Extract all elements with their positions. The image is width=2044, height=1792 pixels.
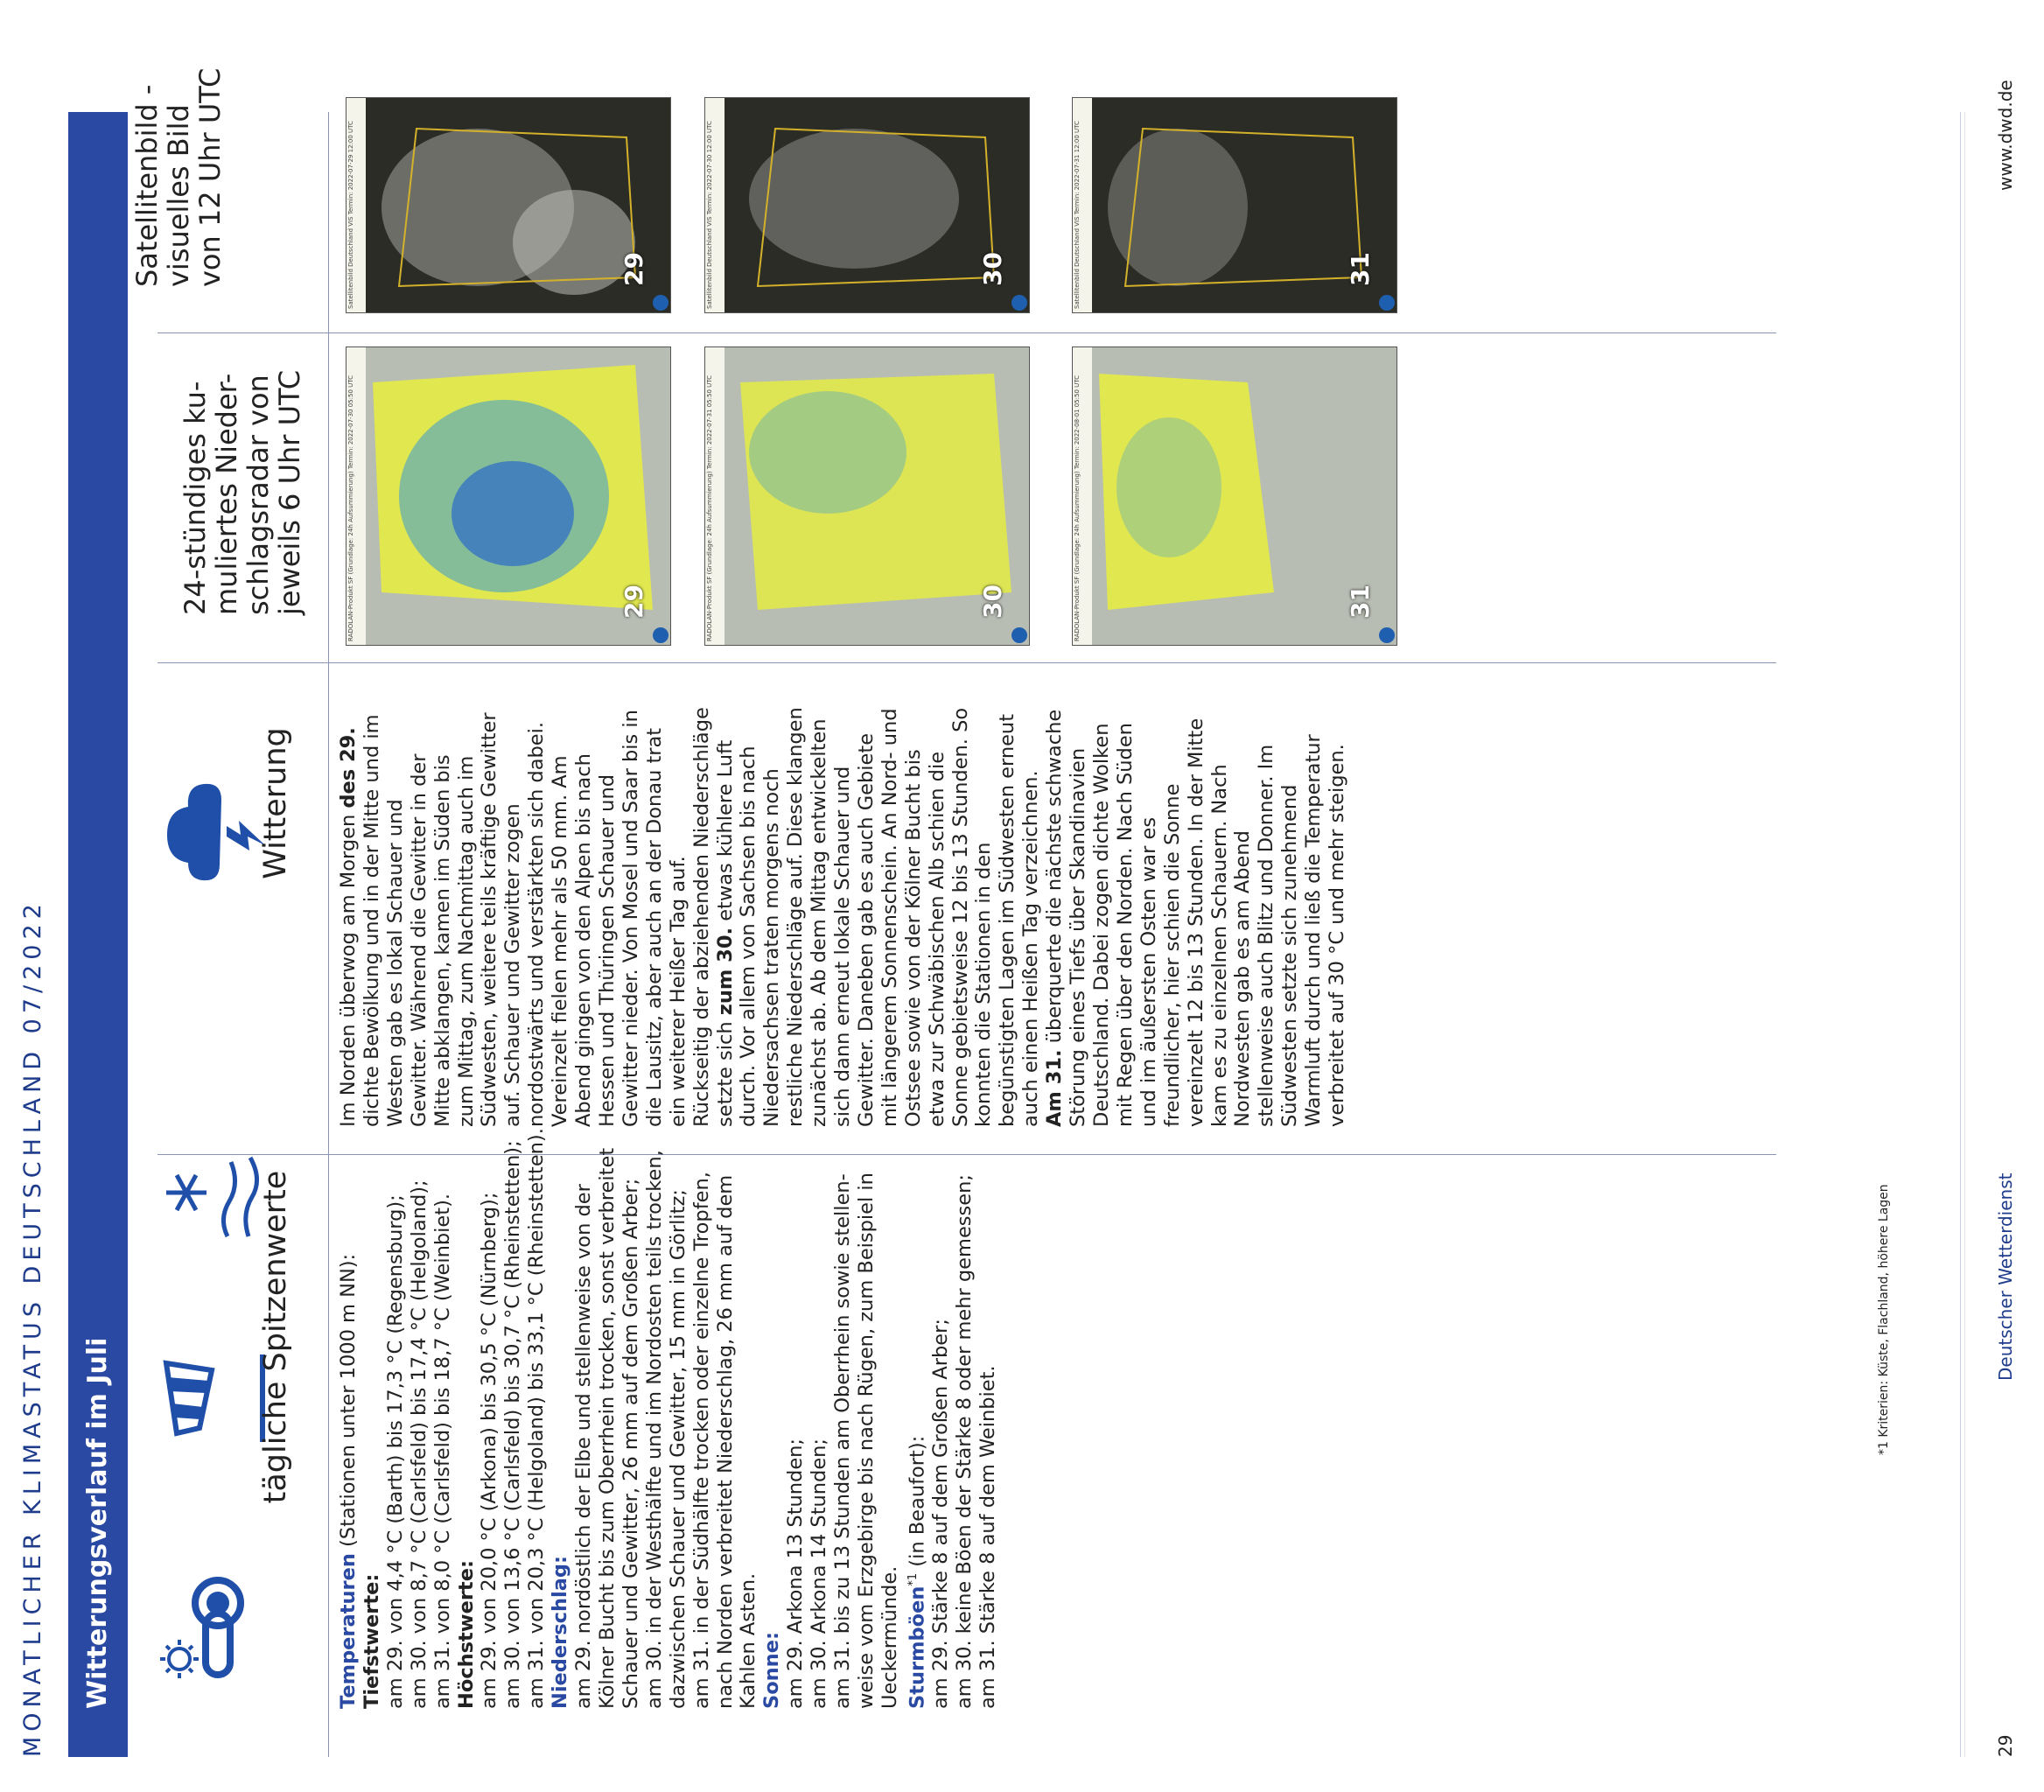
precip-line: Kahlen Asten. bbox=[737, 1572, 760, 1709]
divider-horizontal bbox=[328, 112, 329, 1757]
precip-line: am 29. nordöstlich der Elbe und stellenweise von der bbox=[572, 1184, 596, 1709]
map-day-label: 30 bbox=[978, 584, 1007, 619]
divider-vertical-3 bbox=[158, 332, 1776, 333]
footer-website[interactable]: www.dwd.de bbox=[1995, 80, 2016, 191]
gust-note: (in Beaufort): bbox=[906, 1435, 929, 1573]
satellite-caption: Satellitenbild - visuelles Bild von 12 Uhr UTC bbox=[130, 67, 227, 287]
temperatures-label: Temperaturen bbox=[337, 1553, 360, 1709]
temperatures-note: (Stationen unter 1000 m NN): bbox=[337, 1253, 360, 1554]
radar-map-31 bbox=[1072, 346, 1397, 646]
weather-paragraph bbox=[1043, 707, 1349, 1127]
satellite-legend: Satellitenbild Deutschland VIS Termin: 2022-07-31 12:00 UTC bbox=[1073, 98, 1092, 312]
gust-footnote-mark: *1 bbox=[906, 1572, 920, 1586]
gust-label: Sturmböen bbox=[906, 1586, 929, 1709]
sun-label: Sonne: bbox=[760, 1632, 784, 1709]
weather-text: Rückseitig der abziehenden Niederschläge setzte sich bbox=[690, 707, 737, 1127]
radar-legend: RADOLAN-Produkt SF (Grundlage: 24h Aufsummierung) Termin: 2022-08-01 05:50 UTC bbox=[1073, 347, 1092, 645]
max-line: am 29. von 20,0 °C (Arkona) bis 30,5 °C (Nürnberg); bbox=[478, 1192, 501, 1709]
satellite-map-30 bbox=[704, 97, 1030, 313]
satellite-legend: Satellitenbild Deutschland VIS Termin: 2022-07-30 12:00 UTC bbox=[705, 98, 724, 312]
precip-line: am 30. in der Westhälfte und im Nordosten teils trocken, bbox=[642, 1150, 666, 1709]
weather-paragraph bbox=[337, 707, 690, 1127]
dwd-logo-icon bbox=[1379, 295, 1395, 311]
min-line: am 30. von 8,7 °C (Carlsfeld) bis 17,4 °C (Helgoland); bbox=[407, 1180, 430, 1709]
weather-text: Im Norden überwog am Morgen bbox=[337, 808, 360, 1127]
satellite-map-29 bbox=[346, 97, 671, 313]
sun-line: weise vom Erzgebirge bis nach Rügen, zum Beispiel in bbox=[854, 1172, 878, 1709]
map-day-label: 29 bbox=[620, 252, 648, 286]
min-head: Tiefstwerte: bbox=[360, 1573, 383, 1709]
weather-date: zum 30. bbox=[713, 927, 737, 1016]
thunderstorm-cloud-icon bbox=[153, 760, 270, 891]
footer-publisher: Deutscher Wetterdienst bbox=[1995, 1172, 2016, 1381]
sun-line: Ueckermünde. bbox=[878, 1565, 901, 1709]
radar-map-30 bbox=[704, 346, 1030, 646]
radar-map-29 bbox=[346, 346, 671, 646]
daily-peaks-caption: tägliche Spitzenwerte bbox=[258, 1170, 293, 1504]
max-line: am 31. von 20,3 °C (Helgoland) bis 33,1 °C (Rheinstetten). bbox=[525, 1128, 549, 1709]
radar-caption: 24-stündiges ku- muliertes Nieder- schlagsradar von jeweils 6 Uhr UTC bbox=[178, 369, 306, 615]
map-day-label: 31 bbox=[1346, 252, 1375, 286]
precip-line: nach Norden verbreitet Niederschlag, 26 mm auf dem bbox=[713, 1174, 737, 1709]
radar-legend: RADOLAN-Produkt SF (Grundlage: 24h Aufsummierung) Termin: 2022-07-31 05:50 UTC bbox=[705, 347, 724, 645]
min-line: am 29. von 4,4 °C (Barth) bis 17,3 °C (Regensburg); bbox=[383, 1194, 407, 1709]
max-line: am 30. von 13,6 °C (Carlsfeld) bis 30,7 °C (Rheinstetten); bbox=[501, 1140, 525, 1709]
map-day-label: 30 bbox=[978, 252, 1007, 286]
page-number: 29 bbox=[1995, 1734, 2016, 1757]
dwd-logo-icon bbox=[653, 295, 668, 311]
windsock-icon bbox=[158, 1337, 275, 1451]
snowflake-wind-icon bbox=[158, 1149, 275, 1245]
sun-line: am 31. bis zu 13 Stunden am Oberrhein sowie stellen- bbox=[831, 1173, 855, 1709]
gust-line: am 30. keine Böen der Stärke 8 oder mehr gemessen; bbox=[953, 1174, 976, 1709]
weather-text: überquerte die nächste schwache Störung eines Tiefs über Skandinavien Deutschland. Dabei zogen dichte Wolken mit Regen über den Norden. Nach Süden und im äußersten Osten war es freundlicher, hier schien die Sonne vereinzelt 12 bis 13 Stunden. In der Mitte kam es zu einzelnen Schauern. Nach Nordwesten gab es am Abend stellenweise auch Blitz und Donner. Im Südwesten setzte sich zunehmend Warmluft durch und ließ die Temperatur verbreitet auf 30 °C und mehr steigen. bbox=[1043, 709, 1349, 1127]
dwd-logo-icon bbox=[1012, 627, 1027, 643]
temperatures-line bbox=[337, 1105, 360, 1709]
gust-line: am 31. Stärke 8 auf dem Weinbiet. bbox=[976, 1365, 999, 1709]
precip-line: dazwischen Schauer und Gewitter, 15 mm in Görlitz; bbox=[666, 1189, 690, 1709]
map-day-label: 29 bbox=[620, 584, 648, 619]
thermometer-sun-icon bbox=[153, 1564, 270, 1687]
weather-text: etwas kühlere Luft durch. Vor allem von Sachsen bis nach Niedersachsen traten morgens noch restliche Niederschläge auf. Diese klangen zunächst ab. Ab dem Mittag entwickelten sich dann erneut lokale Schauer und Gewitter. Daneben gab es auch Gebiete mit längerem Sonnenschein. An Nord- und Ostsee sowie von der Kölner Bucht bis etwa zur Schwäbischen Alb schien die Sonne gebietsweise 12 bis 13 Stunden. So konnten die Stationen in den begünstigten Lagen im Südwesten erneut auch einen Heißen Tag verzeichnen. bbox=[713, 707, 1043, 1127]
weather-date: des 29. bbox=[337, 727, 360, 808]
dwd-logo-icon bbox=[653, 627, 668, 643]
satellite-legend: Satellitenbild Deutschland VIS Termin: 2022-07-29 12:00 UTC bbox=[346, 98, 366, 312]
sun-line: am 29. Arkona 13 Stunden; bbox=[784, 1438, 808, 1709]
satellite-map-31 bbox=[1072, 97, 1397, 313]
precip-label: Niederschlag: bbox=[549, 1555, 572, 1709]
precip-line: am 31. in der Südhälfte trocken oder einzelne Tropfen, bbox=[690, 1172, 713, 1709]
sun-line: am 30. Arkona 14 Stunden; bbox=[808, 1438, 831, 1709]
precip-line: Schauer und Gewitter, 26 mm auf dem Großen Arber; bbox=[619, 1178, 642, 1709]
running-head: MONATLICHER KLIMASTATUS DEUTSCHLAND 07/2022 bbox=[19, 899, 46, 1757]
divider-vertical-2 bbox=[158, 662, 1776, 663]
weather-date: Am 31. bbox=[1043, 1049, 1067, 1127]
footnote: *1 Kriterien: Küste, Flachland, höhere Lagen bbox=[1877, 1184, 1891, 1455]
weather-narrative bbox=[337, 707, 1349, 1127]
max-head: Höchstwerte: bbox=[454, 1560, 478, 1709]
gust-line: am 29. Stärke 8 auf dem Großen Arber; bbox=[929, 1319, 953, 1709]
dwd-logo-icon bbox=[1379, 627, 1395, 643]
stats-panel bbox=[337, 1105, 1000, 1709]
footer-rule bbox=[1964, 112, 1965, 1757]
min-line: am 31. von 8,0 °C (Carlsfeld) bis 18,7 °C (Weinbiet). bbox=[430, 1193, 454, 1709]
weather-caption: Witterung bbox=[258, 727, 293, 879]
dwd-logo-icon bbox=[1012, 295, 1027, 311]
weather-paragraph bbox=[690, 707, 1044, 1127]
weather-text: dichte Bewölkung und in der Mitte und im Westen gab es lokal Schauer und Gewitter. Während die Gewitter in der Mitte abklangen, kamen im Süden bis zum Mittag, zum Nachmittag auch im Südwesten, weitere teils kräftige Gewitter auf. Schauer und Gewitter zogen nordostwärts und verstärkten sich dabei. Vereinzelt fielen mehr als 50 mm. Am Abend gingen von den Alpen bis nach Hessen und Thüringen Schauer und Gewitter nieder. Von Mosel und Saar bis in die Lausitz, aber auch an der Donau trat ein weiterer Heißer Tag auf. bbox=[360, 710, 690, 1127]
precip-line: Kölner Bucht bis zum Oberrhein trocken, sonst verbreitet bbox=[595, 1147, 619, 1709]
section-title: Witterungsverlauf im Juli bbox=[82, 1337, 113, 1709]
page-edge-rule bbox=[1960, 112, 1961, 1757]
radar-legend: RADOLAN-Produkt SF (Grundlage: 24h Aufsummierung) Termin: 2022-07-30 05:50 UTC bbox=[346, 347, 366, 645]
map-day-label: 31 bbox=[1346, 584, 1375, 619]
gust-line bbox=[902, 1105, 929, 1709]
